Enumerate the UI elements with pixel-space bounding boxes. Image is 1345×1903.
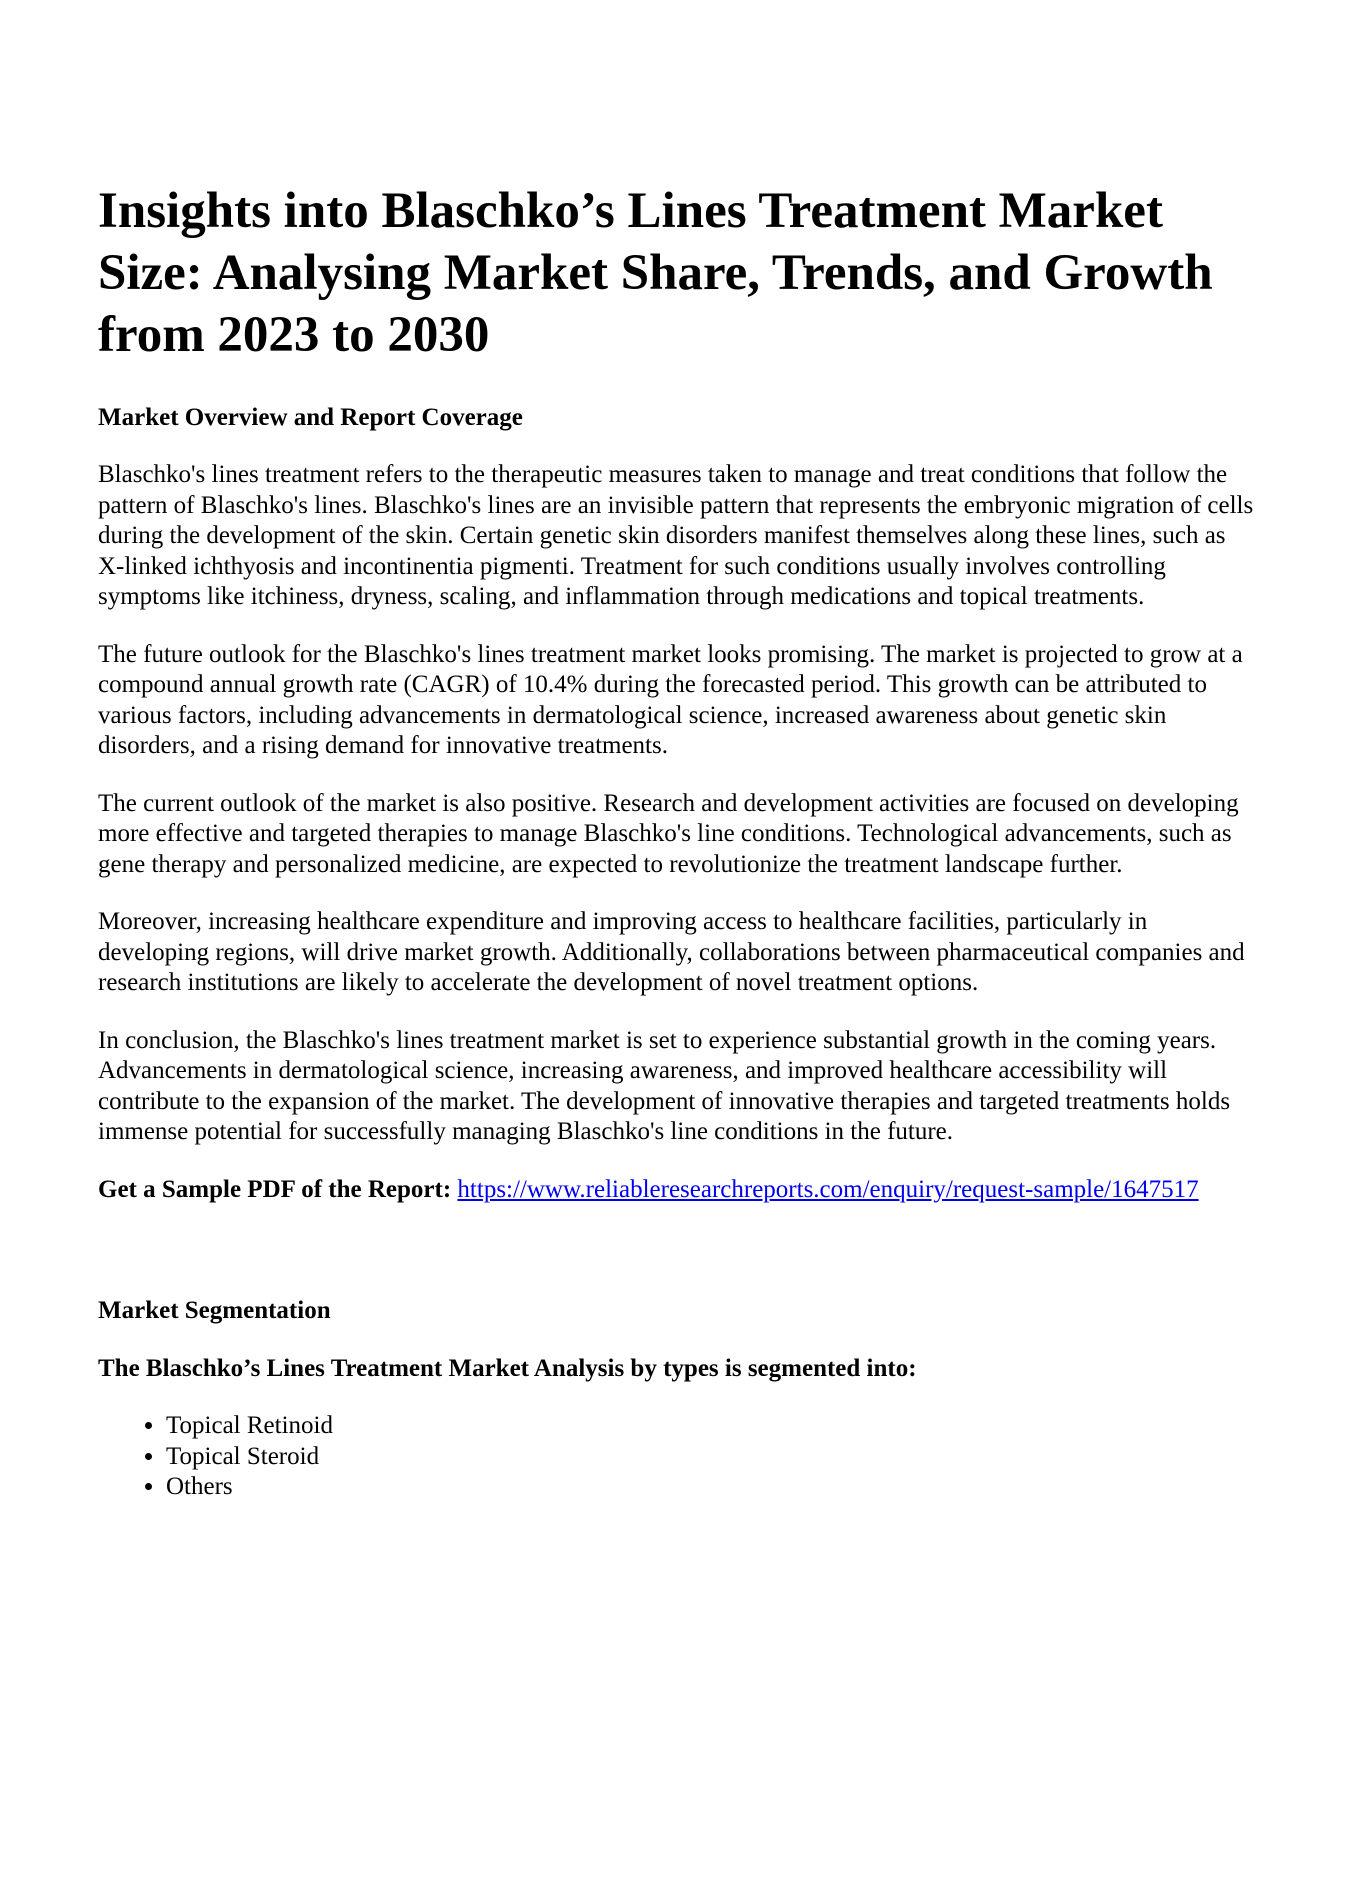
list-item: • Others (166, 1472, 1258, 1503)
types-list (98, 1411, 1258, 1503)
sample-pdf-line (98, 1175, 1258, 1206)
overview-paragraph-5: In conclusion, the Blaschko's lines treatment market is set to experience substantial growth in the coming years. Advancements in dermatological science, increasing awareness, and improved healthcare accessibility will contribute to the expansion of the market. The development of innovative therapies and targeted treatments holds immense potential for successfully managing Blaschko's line conditions in the future. (98, 1026, 1231, 1145)
list-item: • Topical Retinoid (166, 1411, 1258, 1442)
overview-paragraph-3: The current outlook of the market is also positive. Research and development activities are focused on developing more effective and targeted therapies to manage Blaschko's line conditions. Technological advancements, such as gene therapy and personalized medicine, are expected to revolutionize the treatment landscape further. (98, 789, 1239, 878)
overview-paragraph-1: Blaschko's lines treatment refers to the therapeutic measures taken to manage and treat conditions that follow the pattern of Blaschko's lines. Blaschko's lines are an invisible pattern that represents the embryonic migration of cells during the development of the skin. Certain genetic skin disorders manifest themselves along these lines, such as X-linked ichthyosis and incontinentia pigmenti. Treatment for such conditions usually involves controlling symptoms like itchiness, dryness, scaling, and inflammation through medications and topical treatments. (98, 461, 1254, 610)
page-title: Insights into Blaschko’s Lines Treatment Market Size: Analysing Market Share, Trends, and Growth from 2023 to 2030 (98, 183, 1213, 363)
segmentation-heading: Market Segmentation (98, 1297, 331, 1324)
types-heading: The Blaschko’s Lines Treatment Market Analysis by types is segmented into: (98, 1355, 917, 1382)
overview-heading: Market Overview and Report Coverage (98, 404, 523, 431)
document-page (98, 180, 1258, 1503)
overview-paragraph-2: The future outlook for the Blaschko's lines treatment market looks promising. The market is projected to grow at a compound annual growth rate (CAGR) of 10.4% during the forecasted period. This growth can be attributed to various factors, including advancements in dermatological science, increased awareness about genetic skin disorders, and a rising demand for innovative treatments. (98, 640, 1243, 759)
overview-paragraph-4: Moreover, increasing healthcare expenditure and improving access to healthcare facilities, particularly in developing regions, will drive market growth. Additionally, collaborations between pharmaceutical companies and research institutions are likely to accelerate the development of novel treatment options. (98, 908, 1245, 996)
sample-pdf-label: Get a Sample PDF of the Report: (98, 1175, 452, 1203)
list-item: • Topical Steroid (166, 1442, 1258, 1473)
sample-pdf-link[interactable]: https://www.reliableresearchreports.com/enquiry/request-sample/1647517 (457, 1175, 1199, 1203)
